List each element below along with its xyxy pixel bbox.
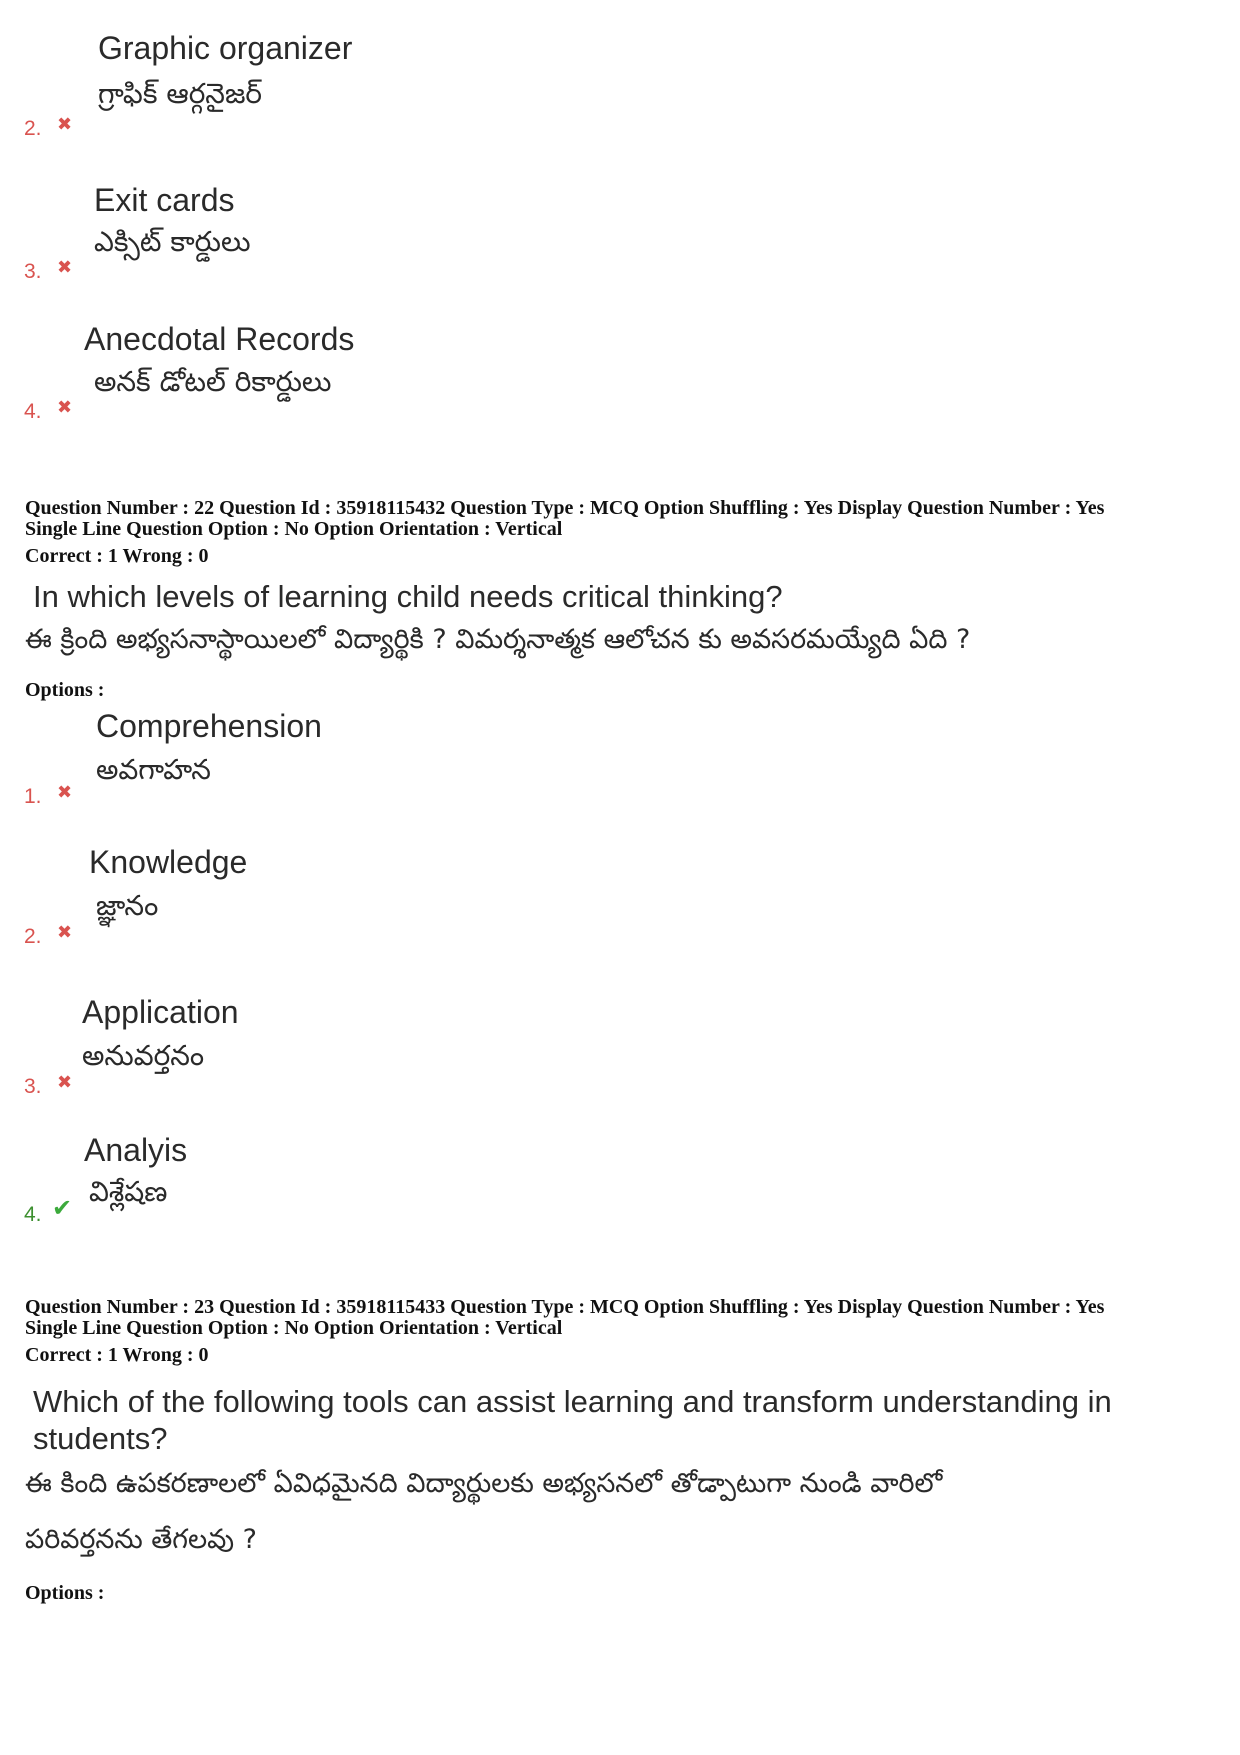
question-text-te-line2: పరివర్తనను తేగలవు ? bbox=[25, 1524, 257, 1555]
option-text-te: అవగాహన bbox=[96, 753, 211, 786]
option-text-en: Anecdotal Records bbox=[84, 321, 355, 357]
option-text-en: Exit cards bbox=[94, 182, 235, 218]
option-text-en: Application bbox=[82, 994, 239, 1030]
question-meta-line2: Single Line Question Option : No Option Orientation : Vertical bbox=[25, 1317, 563, 1339]
option-number: 3. bbox=[24, 1075, 42, 1098]
cross-mark-icon: ✖ bbox=[57, 397, 73, 418]
option-number: 3. bbox=[24, 260, 42, 283]
question-text-en: In which levels of learning child needs critical thinking? bbox=[33, 579, 783, 614]
question-text-te: ఈ క్రింది అభ్యసనాస్థాయిలలో విద్యార్థికి ? విమర్శనాత్మక ఆలోచన కు అవసరమయ్యేది ఏది ? bbox=[25, 624, 971, 655]
option-text-te: విశ్లేషణ bbox=[89, 1175, 168, 1208]
question-marks: Correct : 1 Wrong : 0 bbox=[25, 545, 209, 567]
check-mark-icon: ✔ bbox=[52, 1194, 73, 1222]
option-text-te: అనువర్తనం bbox=[82, 1039, 205, 1072]
question-marks: Correct : 1 Wrong : 0 bbox=[25, 1344, 209, 1366]
cross-mark-icon: ✖ bbox=[57, 922, 73, 943]
option-text-te: గ్రాఫిక్ ఆర్గనైజర్ bbox=[98, 77, 263, 110]
option-text-en: Analyis bbox=[84, 1132, 188, 1168]
options-label: Options : bbox=[25, 679, 105, 701]
question-meta-line2: Single Line Question Option : No Option Orientation : Vertical bbox=[25, 518, 563, 540]
question-meta-line1: Question Number : 23 Question Id : 35918115433 Question Type : MCQ Option Shuffling : Yes Display Question Number : Yes bbox=[25, 1296, 1105, 1318]
option-text-te: అనక్ డోటల్ రికార్డులు bbox=[94, 365, 332, 398]
option-text-te: ఎక్సిట్ కార్డులు bbox=[94, 225, 251, 258]
cross-mark-icon: ✖ bbox=[57, 1072, 73, 1093]
option-number: 4. bbox=[24, 1203, 42, 1226]
option-number: 1. bbox=[24, 785, 42, 808]
option-text-en: Knowledge bbox=[89, 844, 248, 880]
cross-mark-icon: ✖ bbox=[57, 782, 73, 803]
option-number: 2. bbox=[24, 117, 42, 140]
option-text-en: Comprehension bbox=[96, 708, 322, 744]
question-meta-line1: Question Number : 22 Question Id : 35918115432 Question Type : MCQ Option Shuffling : Yes Display Question Number : Yes bbox=[25, 497, 1105, 519]
cross-mark-icon: ✖ bbox=[57, 257, 73, 278]
question-text-en: Which of the following tools can assist learning and transform understanding in students? bbox=[33, 1384, 1112, 1457]
option-number: 2. bbox=[24, 925, 42, 948]
options-label: Options : bbox=[25, 1582, 105, 1604]
cross-mark-icon: ✖ bbox=[57, 114, 73, 135]
option-text-en: Graphic organizer bbox=[98, 30, 353, 66]
question-text-te-line1: ఈ కింది ఉపకరణాలలో ఏవిధమైనది విద్యార్థులకు అభ్యసనలో తోడ్పాటుగా నుండి వారిలో bbox=[25, 1468, 943, 1499]
option-text-te: జ్ఞానం bbox=[96, 889, 159, 922]
option-number: 4. bbox=[24, 400, 42, 423]
